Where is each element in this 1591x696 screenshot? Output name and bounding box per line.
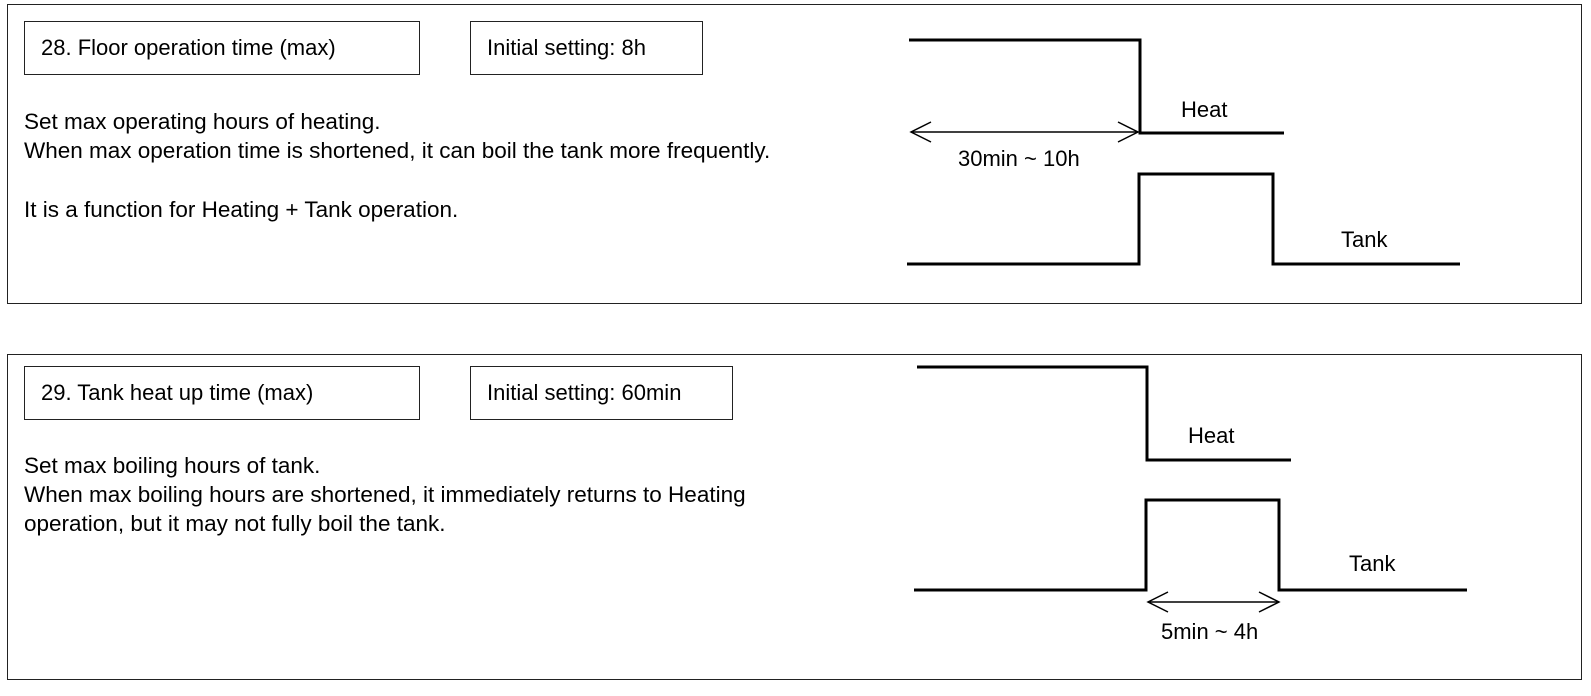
heat-signal-line [909,40,1284,133]
initial-setting-badge: Initial setting: 60min [470,366,733,420]
heat-signal-line [917,367,1291,460]
section-title: 29. Tank heat up time (max) [24,366,420,420]
tank-label: Tank [1349,551,1396,576]
timing-diagram [8,355,1583,681]
function-note: It is a function for Heating + Tank operation. [24,197,459,222]
section-title: 28. Floor operation time (max) [24,21,420,75]
heat-label: Heat [1188,423,1235,448]
section-29-panel [7,354,1582,680]
section-28-panel [7,4,1582,304]
description-line: Set max operating hours of heating. [24,109,381,134]
tank-signal-line [914,500,1467,590]
tank-label: Tank [1341,227,1388,252]
description-line: Set max boiling hours of tank. [24,453,321,478]
range-label: 5min ~ 4h [1161,619,1259,644]
description-line: When max boiling hours are shortened, it immediately returns to Heating [24,482,746,507]
description-line: operation, but it may not fully boil the tank. [24,511,446,536]
initial-setting-badge: Initial setting: 8h [470,21,703,75]
timing-diagram [8,5,1583,305]
range-label: 30min ~ 10h [958,146,1080,171]
description-line: When max operation time is shortened, it can boil the tank more frequently. [24,138,771,163]
heat-label: Heat [1181,97,1228,122]
